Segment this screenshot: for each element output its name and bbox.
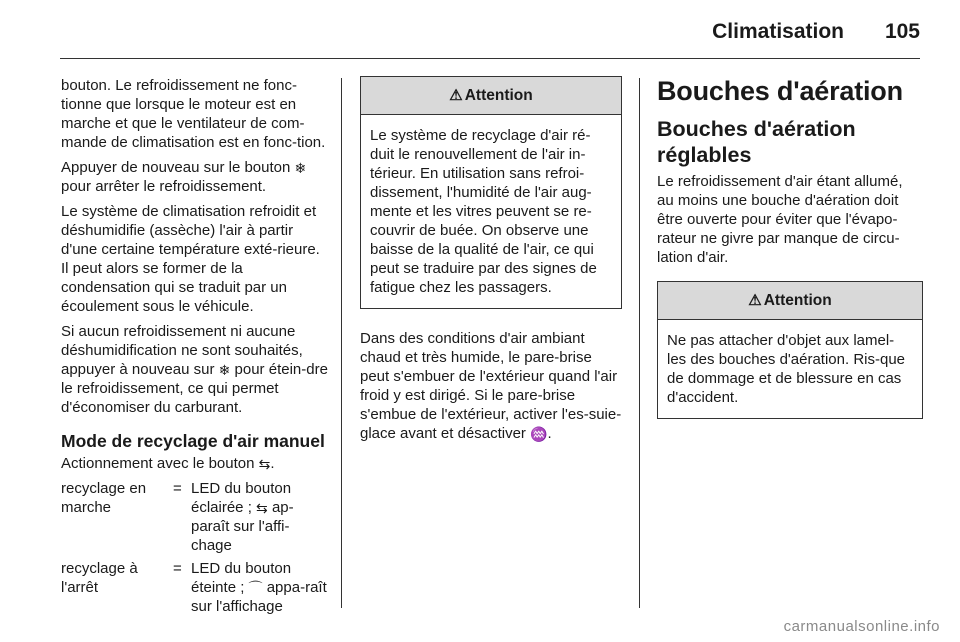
column-right xyxy=(657,76,923,419)
definition-term: recyclage en marche xyxy=(61,480,147,516)
subheading-recirculation: Mode de recyclage d'air manuel xyxy=(61,431,325,451)
paragraph: bouton. Le refroidissement ne fonc-tionne que lorsque le moteur est en marche et que le ventilateur de com-mande de climatisation est en fonc-tion. xyxy=(61,77,326,151)
snowflake-icon: ❄ xyxy=(218,362,231,378)
paragraph: Appuyer de nouveau sur le bouton ❄ pour arrêter le refroidissement. xyxy=(61,159,307,195)
column-divider-left xyxy=(341,78,342,608)
defrost-icon: ♒ xyxy=(530,426,548,442)
recirculation-icon: ⇆ xyxy=(258,456,271,472)
recirc-intro: Actionnement avec le bouton ⇆. xyxy=(61,455,275,472)
attention-text: Le système de recyclage d'air ré-duit le renouvellement de l'air in-térieur. En utilisation sans refroi-dissement, l'humidité de l'air aug-mente et les vitres peuvent se re-couvrir de buée. On observe une baisse de la qualité de l'air, ce qui peut se traduire par des signes de fatigue chez les passagers. xyxy=(370,127,597,296)
watermark: carmanualsonline.info xyxy=(783,618,940,635)
attention-text: Ne pas attacher d'objet aux lamel-les des bouches d'aération. Ris-que de dommage et de blessure en cas d'accident. xyxy=(667,332,906,406)
warning-icon: ⚠ xyxy=(748,292,762,309)
definition-row xyxy=(61,479,329,555)
paragraph: Le refroidissement d'air étant allumé, au moins une bouche d'aération doit être ouverte pour éviter que l'évapo-rateur ne givre par manque de circu-lation d'air. xyxy=(657,173,903,266)
definition-row xyxy=(61,559,329,616)
section-title: Bouches d'aération xyxy=(657,76,903,106)
chapter-title: Climatisation xyxy=(712,20,844,43)
definition-term: recyclage à l'arrêt xyxy=(61,560,138,596)
attention-label: Attention xyxy=(464,87,533,104)
paragraph: Dans des conditions d'air ambiant chaud et très humide, le pare-brise peut s'embuer de l'extérieur quand l'air froid y est dirigé. Si le pare-brise s'embue de l'extérieur, activer l'es-suie-glace avant et désactiver ♒. xyxy=(360,330,622,442)
paragraph: Le système de climatisation refroidit et déshumidifie (assèche) l'air à partir d'une certaine température exté-rieure. Il peut alors se former de la condensation qui se traduit par un écoulement sous le véhicule. xyxy=(61,203,320,315)
attention-box xyxy=(360,76,622,309)
page-header xyxy=(0,18,960,48)
attention-label: Attention xyxy=(763,292,832,309)
column-divider-right xyxy=(639,78,640,608)
header-rule xyxy=(60,58,920,59)
snowflake-icon: ❄ xyxy=(294,160,307,176)
warning-icon: ⚠ xyxy=(449,87,463,104)
fresh-air-icon: ⌒ xyxy=(248,580,263,596)
paragraph: Si aucun refroidissement ni aucune déshumidification ne sont souhaités, appuyer à nouveau sur ❄ pour étein-dre le refroidissement, ce qui permet d'économiser du carburant. xyxy=(61,323,328,416)
column-middle xyxy=(360,76,622,449)
recirculation-icon: ⇆ xyxy=(256,500,268,516)
definition-description: LED du bouton éteinte ; ⌒ appa-raît sur l'affichage xyxy=(191,560,327,615)
attention-header xyxy=(361,77,621,115)
column-left xyxy=(61,76,329,620)
page-number: 105 xyxy=(884,20,920,43)
attention-header xyxy=(658,282,922,320)
definition-list xyxy=(61,479,329,616)
definition-equals: = xyxy=(173,560,182,577)
attention-box xyxy=(657,281,923,419)
definition-equals: = xyxy=(173,480,182,497)
definition-description: LED du bouton éclairée ; ⇆ ap-paraît sur l'affi-chage xyxy=(191,480,294,554)
subsection-title: Bouches d'aération réglables xyxy=(657,117,856,167)
